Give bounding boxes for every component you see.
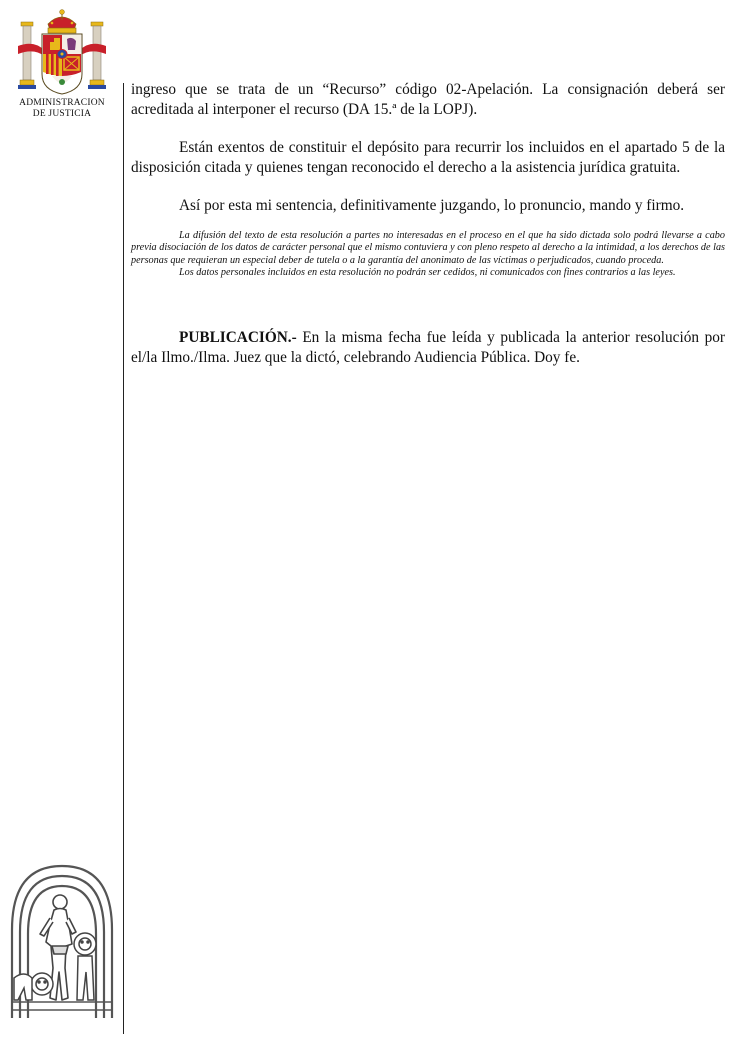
- margin-rule: [123, 83, 124, 1034]
- left-pillar-icon: [18, 22, 36, 89]
- shield-icon: [42, 34, 82, 94]
- agency-label-line-1: ADMINISTRACION: [19, 98, 105, 108]
- crown-icon: [48, 10, 76, 33]
- regional-emblem-icon: [8, 860, 116, 1020]
- paragraph-sentence-close: Así por esta mi sentencia, definitivamente juzgando, lo pronuncio, mando y firmo.: [179, 197, 685, 214]
- paragraph-exemptions: Están exentos de constituir el depósito para recurrir los incluidos en el apartado 5 de la disposición citada y quienes tengan reconocido el derecho a la asistencia jurídica gratuita.: [131, 139, 725, 176]
- publication-heading: PUBLICACIÓN.-: [179, 328, 297, 346]
- publication-text: En la misma fecha fue leída y publicada la anterior resolución por el/la Ilmo./Ilma. Juez que la dictó, celebrando Audiencia Pública. Doy fe.: [131, 328, 725, 366]
- privacy-notice: La difusión del texto de esta resolución a partes no interesadas en el proceso en el que ha sido dictada solo podrá llevarse a cabo previa disociación de los datos de carácter personal que el mismo contuviera y con pleno respeto al derecho a la intimidad, a los derechos de las personas que requieran un especial deber de tutela o a la garantía del anonimato de las víctimas o perjudicados, cuando proceda.: [131, 230, 725, 266]
- data-protection-notice: Los datos personales incluidos en esta resolución no podrán ser cedidos, ni comunicados con fines contrarios a las leyes.: [179, 267, 676, 279]
- right-pillar-icon: [88, 22, 106, 89]
- document-body: [131, 80, 725, 368]
- coat-of-arms-icon: [14, 6, 110, 100]
- lion-right-icon: [74, 933, 96, 1000]
- agency-label-line-2: DE JUSTICIA: [32, 109, 92, 119]
- paragraph-appeal-deposit: ingreso que se trata de un “Recurso” código 02-Apelación. La consignación deberá ser acreditada al interponer el recurso (DA 15.ª de la LOPJ).: [131, 81, 725, 118]
- lion-left-icon: [14, 973, 53, 1000]
- agency-label: [0, 98, 124, 120]
- publication-paragraph: [131, 328, 725, 368]
